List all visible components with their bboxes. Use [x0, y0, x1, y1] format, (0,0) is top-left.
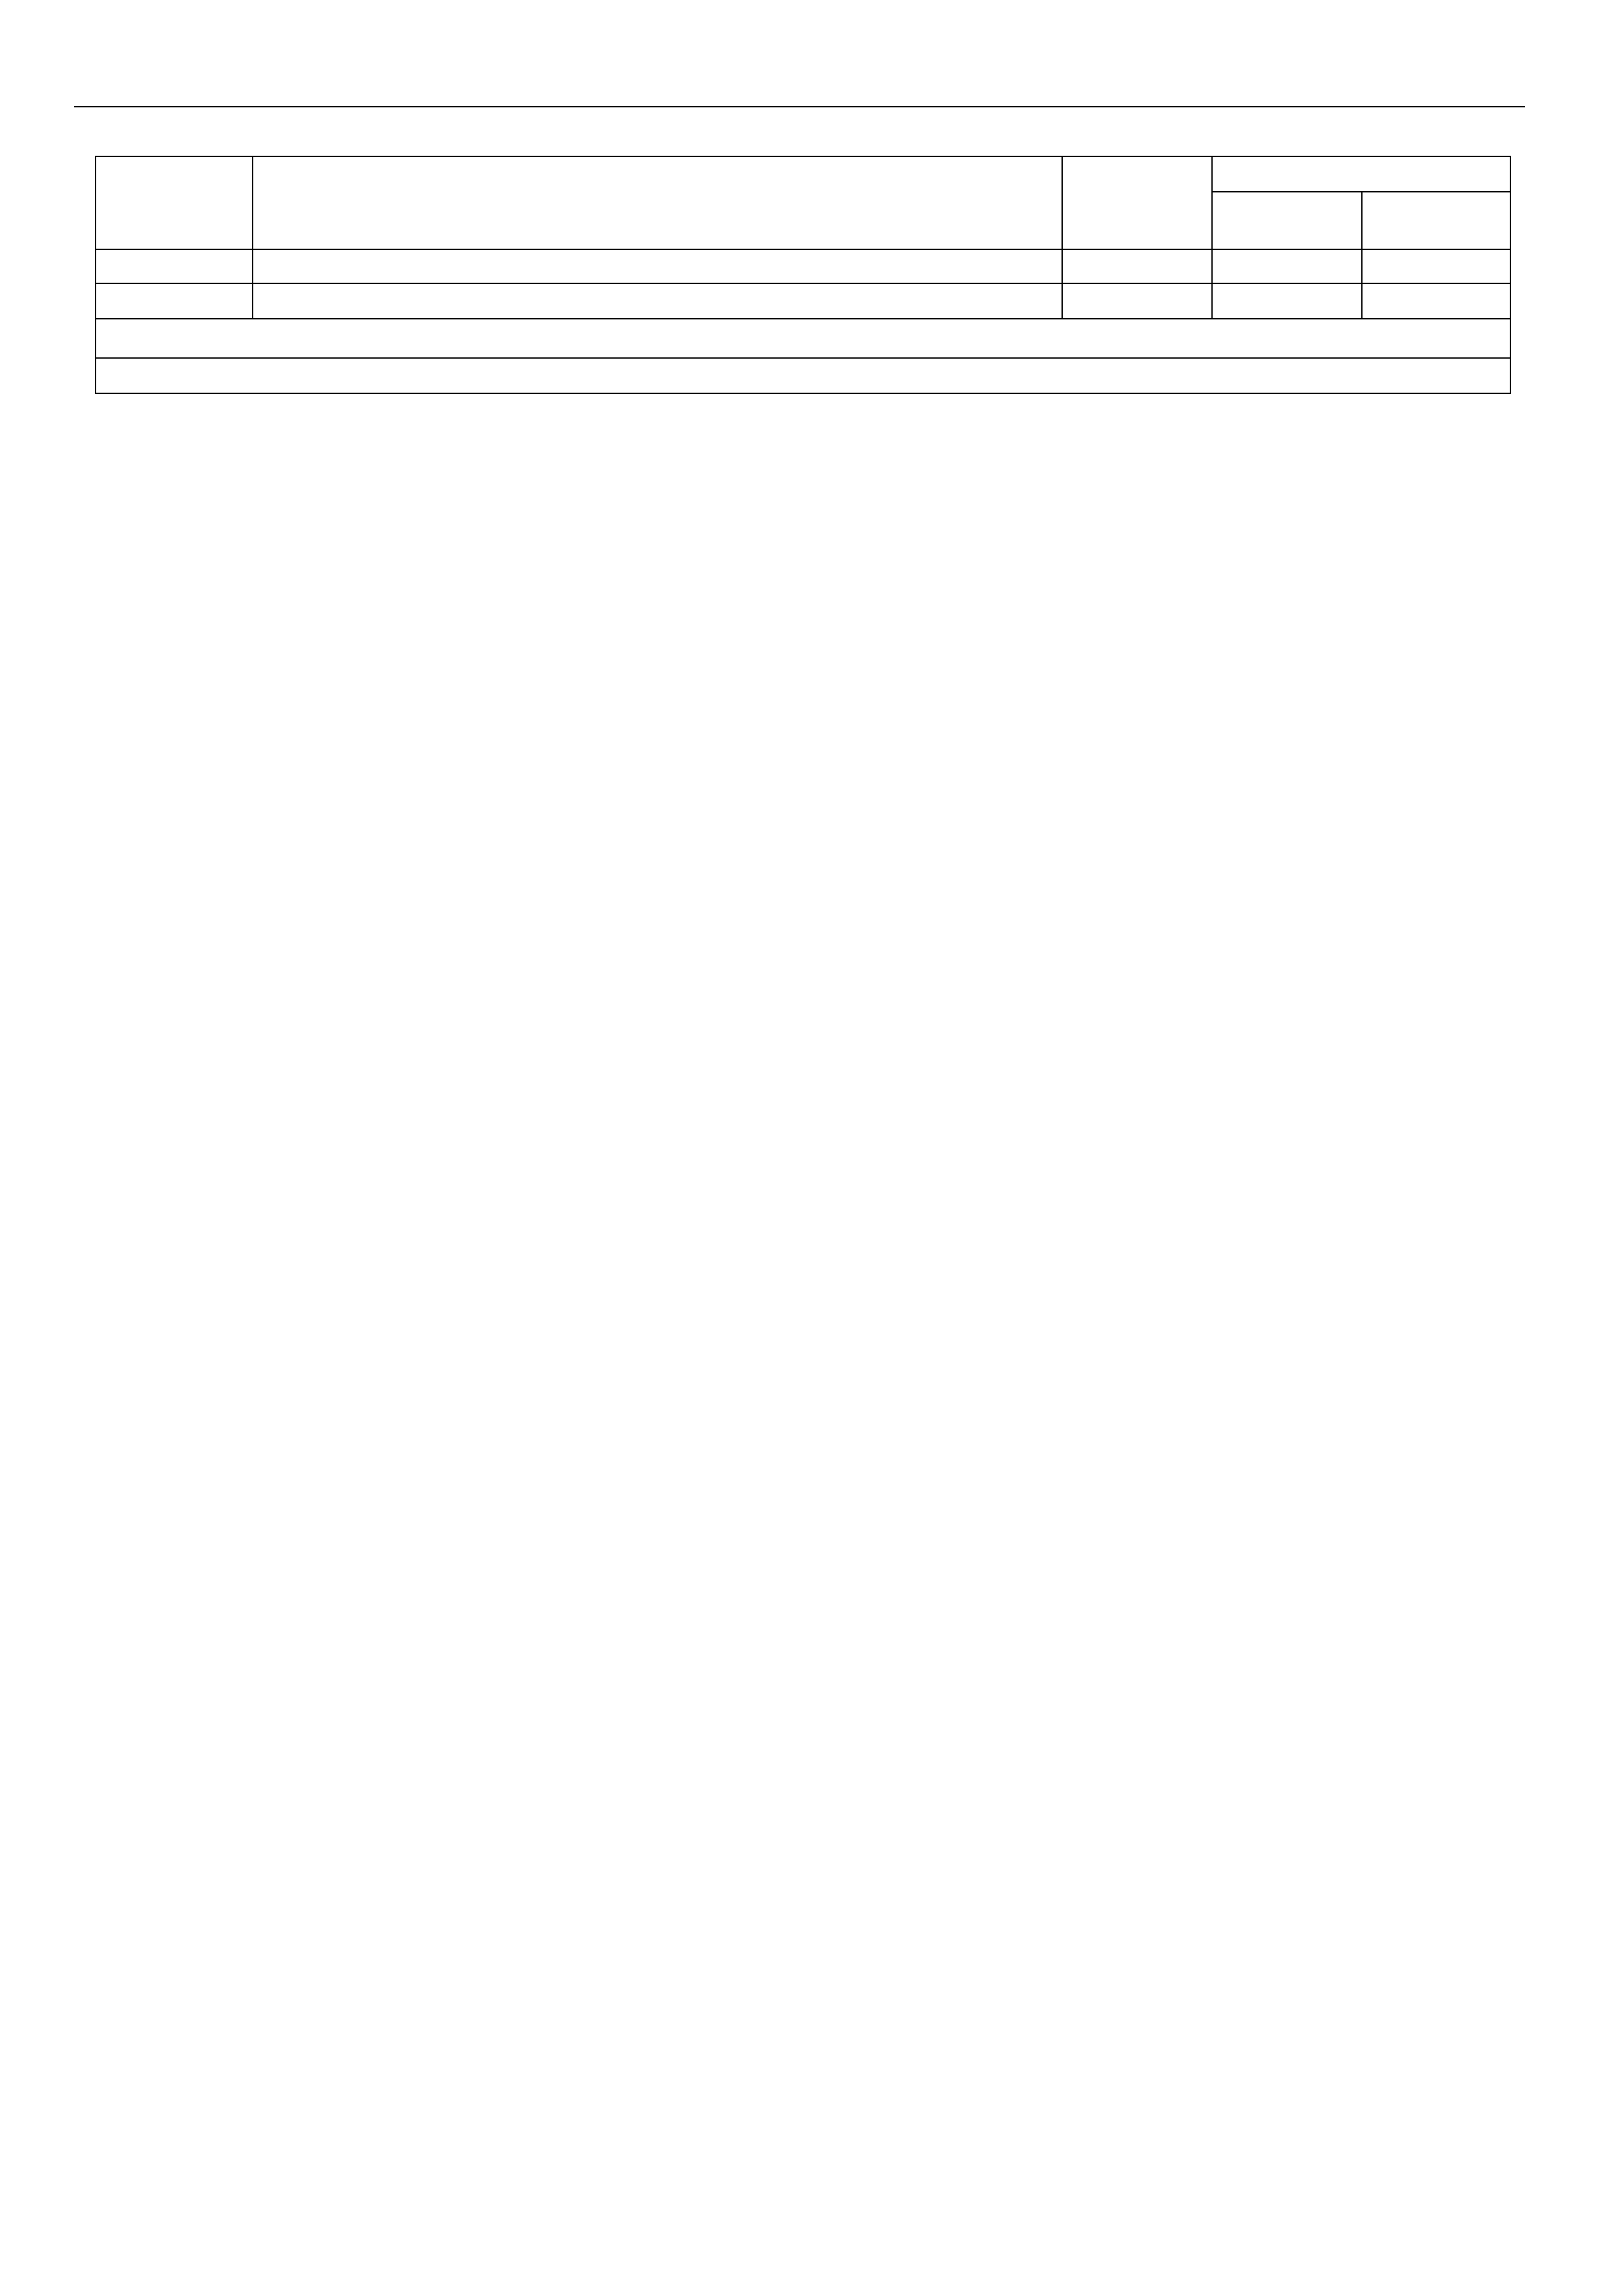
zone-label	[253, 283, 1062, 319]
table-body	[96, 283, 1510, 319]
col-number	[1062, 249, 1212, 283]
subgroup-title	[96, 358, 1510, 393]
group-title	[96, 319, 1510, 358]
header-rule	[74, 106, 1525, 107]
price-table	[95, 156, 1511, 394]
table-row	[96, 283, 1510, 319]
col-number	[253, 249, 1062, 283]
col-header-name	[253, 156, 1062, 249]
col-header-price-release	[1212, 192, 1362, 249]
col-header-unit	[1062, 156, 1212, 249]
group-row	[96, 319, 1510, 358]
col-header-code	[96, 156, 253, 249]
release-price	[1212, 283, 1362, 319]
unit-cell	[1062, 283, 1212, 319]
col-number	[1362, 249, 1510, 283]
col-number	[96, 249, 253, 283]
col-header-price	[1212, 156, 1510, 192]
col-number	[1212, 249, 1362, 283]
estimate-price	[1362, 283, 1510, 319]
code-cell	[96, 283, 253, 319]
col-header-price-estimate	[1362, 192, 1510, 249]
subgroup-row	[96, 358, 1510, 393]
